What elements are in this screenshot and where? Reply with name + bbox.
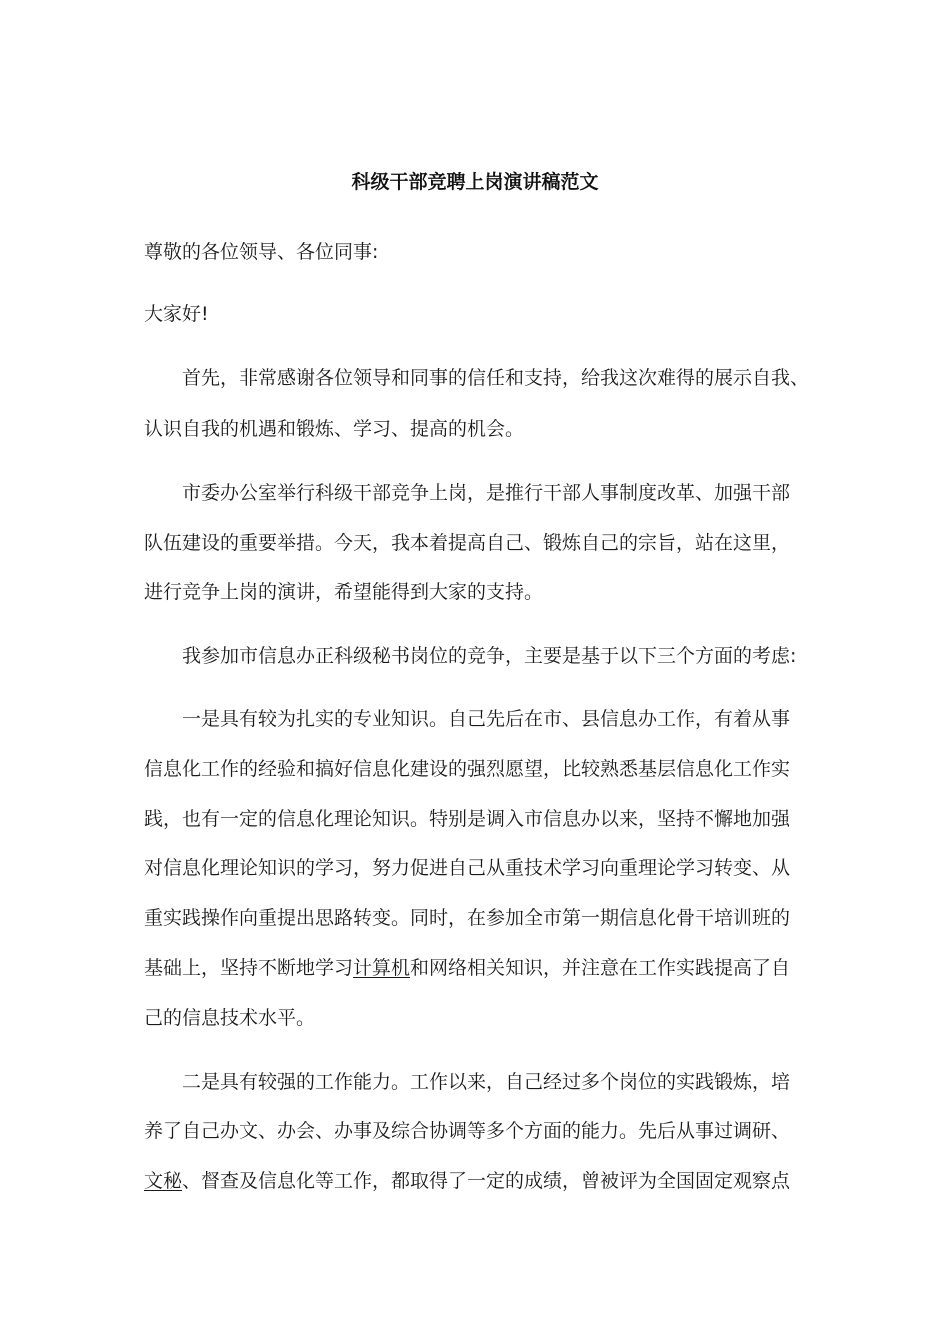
paragraph-4-line-6-text-before: 基础上，坚持不断地学习: [144, 957, 354, 979]
paragraph-5-line-1: 二是具有较强的工作能力。工作以来，自己经过多个岗位的实践锻炼，培: [182, 1071, 791, 1093]
paragraph-4-line-5: 重实践操作向重提出思路转变。同时，在参加全市第一期信息化骨干培训班的: [144, 907, 791, 929]
paragraph-2-line-3: 进行竞争上岗的演讲，希望能得到大家的支持。: [144, 581, 544, 603]
paragraph-4-line-3: 践，也有一定的信息化理论知识。特别是调入市信息办以来，坚持不懈地加强: [144, 808, 791, 830]
secretary-link[interactable]: 文秘: [144, 1170, 183, 1192]
paragraph-5-line-3: [144, 1167, 790, 1195]
document-title: 科级干部竞聘上岗演讲稿范文: [351, 171, 599, 193]
paragraph-1-line-1: 首先，非常感谢各位领导和同事的信任和支持，给我这次难得的展示自我、: [182, 367, 810, 389]
paragraph-2-line-2: 队伍建设的重要举措。今天，我本着提高自己、锻炼自己的宗旨，站在这里，: [144, 532, 791, 554]
paragraph-5-line-2: 养了自己办文、办会、办事及综合协调等多个方面的能力。先后从事过调研、: [144, 1120, 791, 1142]
greeting: 大家好!: [144, 303, 209, 325]
paragraph-3-line-1: 我参加市信息办正科级秘书岗位的竞争，主要是基于以下三个方面的考虑:: [182, 645, 797, 667]
paragraph-4-line-6-text-after: 和网络相关知识，并注意在工作实践提高了自: [410, 957, 791, 979]
paragraph-4-line-6: [144, 954, 790, 982]
paragraph-1-line-2: 认识自我的机遇和锻炼、学习、提高的机会。: [144, 418, 525, 440]
paragraph-2-line-1: 市委办公室举行科级干部竞争上岗，是推行干部人事制度改革、加强干部: [182, 482, 791, 504]
paragraph-5-line-3-text-after: 、督查及信息化等工作，都取得了一定的成绩，曾被评为全国固定观察点: [182, 1170, 791, 1192]
salutation: 尊敬的各位领导、各位同事:: [144, 241, 379, 263]
paragraph-4-line-2: 信息化工作的经验和搞好信息化建设的强烈愿望，比较熟悉基层信息化工作实: [144, 758, 791, 780]
paragraph-4-line-7: 己的信息技术水平。: [144, 1007, 316, 1029]
paragraph-4-line-1: 一是具有较为扎实的专业知识。自己先后在市、县信息办工作，有着从事: [182, 708, 791, 730]
computer-link[interactable]: 计算机: [353, 957, 411, 979]
paragraph-4-line-4: 对信息化理论知识的学习，努力促进自己从重技术学习向重理论学习转变、从: [144, 857, 791, 879]
